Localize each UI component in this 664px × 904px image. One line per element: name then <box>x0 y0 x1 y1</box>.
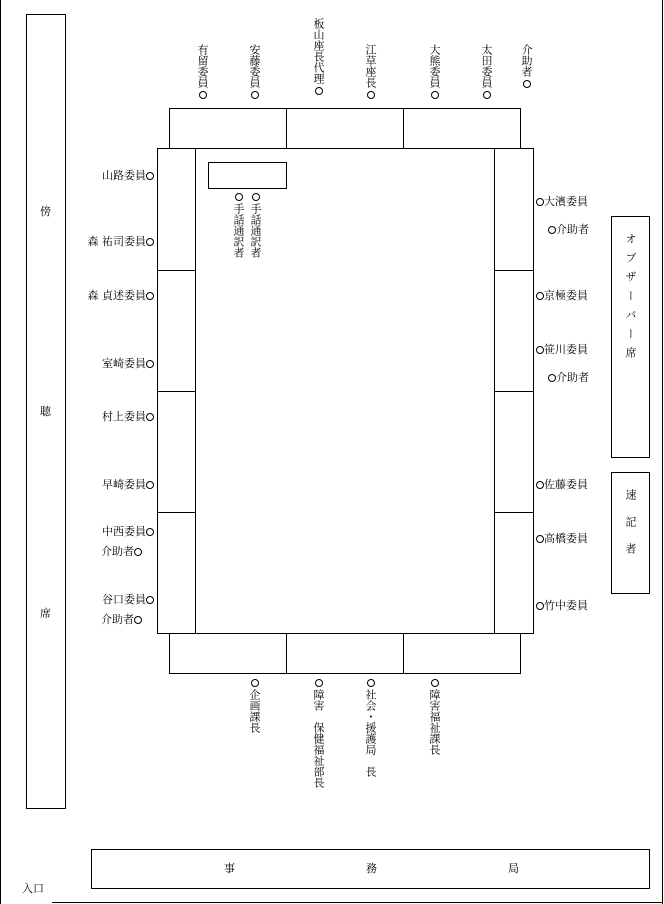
interpreter-seat-2 <box>249 190 263 258</box>
seat-right-sasakawa <box>536 343 588 357</box>
table-left-divider-1 <box>157 270 196 271</box>
seat-circle-icon <box>146 481 154 489</box>
seat-circle-icon <box>199 91 207 99</box>
seat-circle-icon <box>367 91 375 99</box>
seat-circle-icon <box>252 193 260 201</box>
table-top <box>169 108 521 149</box>
seat-bottom-health-welfare <box>312 676 326 788</box>
seat-top-ariadome <box>196 44 210 101</box>
seat-right-takenaka <box>536 599 588 613</box>
table-right-divider-1 <box>494 270 534 271</box>
seat-circle-icon <box>536 602 544 610</box>
seat-left-label: 谷口委員 <box>102 593 146 606</box>
seat-circle-icon <box>523 80 531 88</box>
seat-right-label: 京極委員 <box>544 289 588 302</box>
seat-bottom-disability-welfare <box>428 676 442 755</box>
gallery-char-2: 聴 <box>40 405 51 418</box>
seat-bottom-label: 企画課長 <box>248 689 261 733</box>
seat-right-label: 大濱委員 <box>544 195 588 208</box>
seat-right-takahashi <box>536 532 588 546</box>
seat-left-mori-yuji <box>88 235 155 249</box>
gallery-char-3: 席 <box>40 607 51 620</box>
seat-circle-icon <box>548 374 556 382</box>
seat-bottom-social-aid <box>364 676 378 777</box>
seat-circle-icon <box>146 528 154 536</box>
seat-left-label: 山路委員 <box>102 169 146 182</box>
seat-circle-icon <box>536 198 544 206</box>
seat-circle-icon <box>315 679 323 687</box>
seat-circle-icon <box>146 292 154 300</box>
seat-circle-icon <box>235 193 243 201</box>
seat-circle-icon <box>367 679 375 687</box>
seat-top-label: 有留委員 <box>196 44 209 88</box>
seat-left-yamaji <box>102 169 154 183</box>
seat-right-label: 介助者 <box>556 371 589 384</box>
table-left-divider-3 <box>157 512 196 513</box>
seat-right-ohama <box>536 195 588 209</box>
seat-circle-icon <box>431 679 439 687</box>
seat-top-ota <box>480 44 494 101</box>
seat-right-label: 竹中委員 <box>544 599 588 612</box>
seat-right-sato <box>536 478 588 492</box>
table-top-divider-1 <box>286 108 287 149</box>
seat-right-label: 高橋委員 <box>544 532 588 545</box>
seat-circle-icon <box>483 91 491 99</box>
seat-top-label: 江草座長 <box>364 44 377 88</box>
seat-circle-icon <box>251 91 259 99</box>
seat-top-ando <box>248 44 262 101</box>
seat-left-label: 介助者 <box>101 545 134 558</box>
seat-right-label: 介助者 <box>556 223 589 236</box>
seat-left-hayasaki <box>102 478 154 492</box>
seat-left-label: 森 貞述委員 <box>87 289 146 302</box>
seat-top-egusa <box>364 44 378 101</box>
seat-circle-icon <box>536 481 544 489</box>
seat-left-label: 室崎委員 <box>102 357 146 370</box>
seat-circle-icon <box>146 413 154 421</box>
observer-label: オブザーバー席 <box>624 233 637 366</box>
seat-top-label: 太田委員 <box>480 44 493 88</box>
seat-circle-icon <box>548 226 556 234</box>
seat-left-label: 森 祐司委員 <box>87 235 146 248</box>
table-bottom-divider-2 <box>403 633 404 674</box>
seat-left-label: 中西委員 <box>102 525 146 538</box>
seat-top-label: 板山座長代理 <box>312 18 325 84</box>
table-bottom <box>169 633 521 674</box>
interpreter-label: 手話通訳者 <box>249 203 262 258</box>
seat-left-murosaki <box>102 357 154 371</box>
seat-circle-icon <box>431 91 439 99</box>
table-right-divider-2 <box>494 391 534 392</box>
seat-circle-icon <box>536 292 544 300</box>
table-left-divider-2 <box>157 391 196 392</box>
seat-circle-icon <box>536 346 544 354</box>
seat-top-assistant <box>520 44 534 90</box>
seat-right-assistant-1 <box>548 223 589 237</box>
observer-box <box>611 216 650 458</box>
seat-left-mori-sadanobu <box>88 289 155 303</box>
seat-right-kyogoku <box>536 289 588 303</box>
entrance-label: 入口 <box>22 882 44 895</box>
seat-circle-icon <box>146 360 154 368</box>
seat-circle-icon <box>134 616 142 624</box>
seat-bottom-label: 社会・援護局 長 <box>364 689 377 777</box>
seat-circle-icon <box>134 548 142 556</box>
seat-left-nakanishi <box>102 525 154 539</box>
gallery-box <box>26 14 66 809</box>
seat-top-label: 大熊委員 <box>428 44 441 88</box>
seat-bottom-label: 障害 保健福祉部長 <box>312 689 325 788</box>
secretariat-char-1: 事 <box>224 862 235 875</box>
seat-left-taniguchi <box>102 593 154 607</box>
seat-top-label: 安藤委員 <box>248 44 261 88</box>
seat-bottom-planning <box>248 676 262 733</box>
interpreter-label: 手話通訳者 <box>232 203 245 258</box>
seat-circle-icon <box>146 172 154 180</box>
table-right-divider-3 <box>494 512 534 513</box>
seat-circle-icon <box>536 535 544 543</box>
seat-left-label: 村上委員 <box>102 410 146 423</box>
gallery-char-1: 傍 <box>40 205 51 218</box>
seat-left-assistant-1 <box>101 545 142 559</box>
table-bottom-divider-1 <box>286 633 287 674</box>
secretariat-char-2: 務 <box>366 862 377 875</box>
seat-left-assistant-2 <box>101 613 142 627</box>
entrance-floor-line <box>52 902 662 903</box>
seat-bottom-label: 障害福祉課長 <box>428 689 441 755</box>
page-right-border <box>662 0 663 904</box>
seat-right-assistant-2 <box>548 371 589 385</box>
seat-left-murakami <box>102 410 154 424</box>
seat-circle-icon <box>146 596 154 604</box>
seat-top-itayama <box>312 18 326 97</box>
interpreter-seat-1 <box>232 190 246 258</box>
interpreter-desk <box>208 162 287 189</box>
seat-circle-icon <box>315 87 323 95</box>
seat-circle-icon <box>251 679 259 687</box>
stenographer-box <box>611 472 650 594</box>
seat-top-okuma <box>428 44 442 101</box>
seat-circle-icon <box>146 238 154 246</box>
seat-right-label: 笹川委員 <box>544 343 588 356</box>
seat-left-label: 介助者 <box>101 613 134 626</box>
secretariat-box <box>91 849 650 889</box>
table-top-divider-2 <box>403 108 404 149</box>
seat-top-label: 介助者 <box>520 44 533 77</box>
secretariat-char-3: 局 <box>508 862 519 875</box>
seat-left-label: 早崎委員 <box>102 478 146 491</box>
page-left-border <box>0 0 1 904</box>
seat-right-label: 佐藤委員 <box>544 478 588 491</box>
stenographer-label: 速記者 <box>624 489 637 570</box>
